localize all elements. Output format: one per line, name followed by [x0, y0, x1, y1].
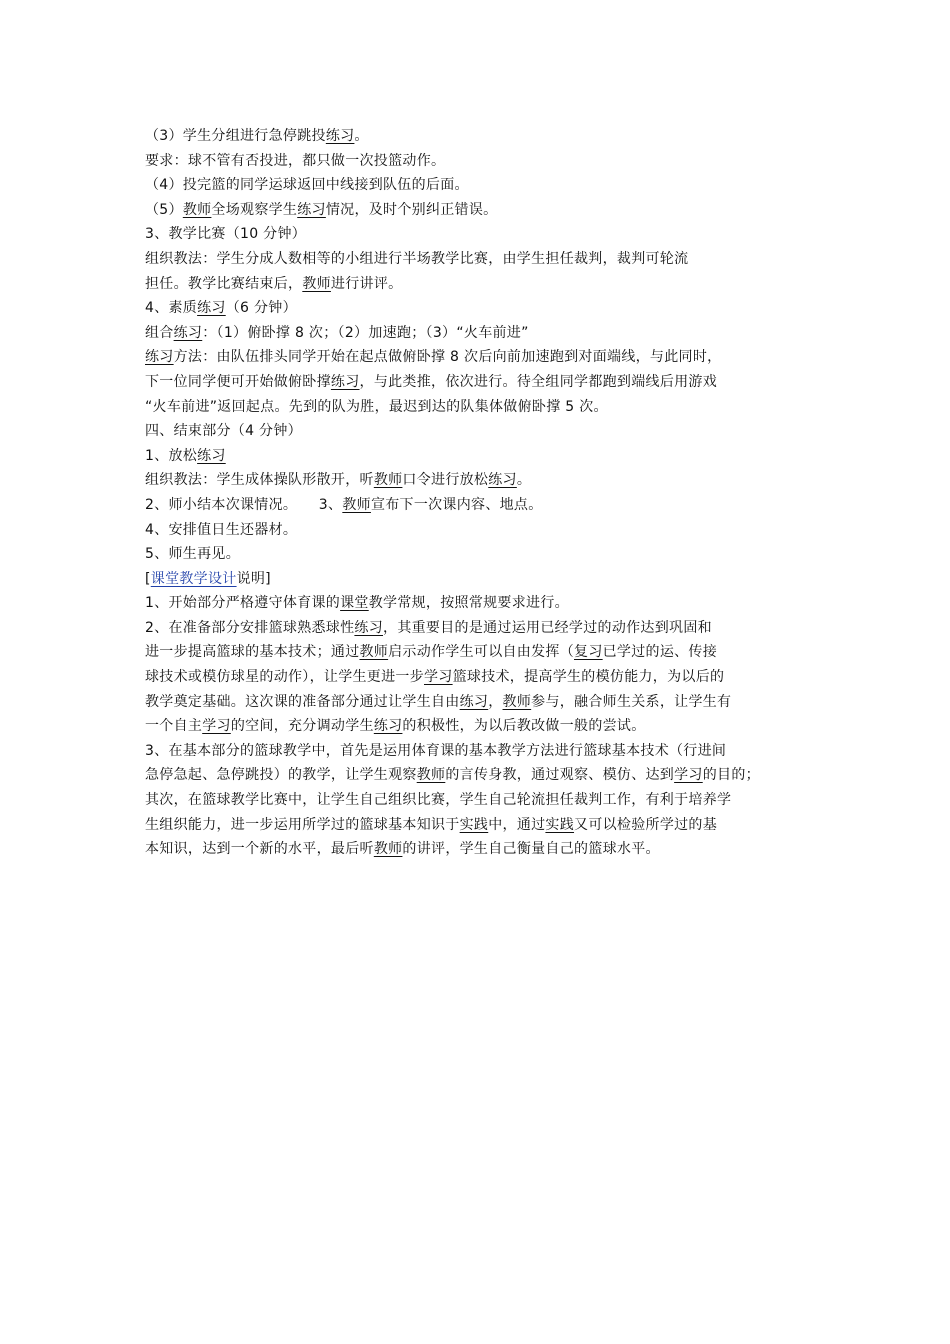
text-segment: 宣布下一次课内容、地点。 — [370, 496, 543, 513]
underlined-term: 学习 — [674, 767, 703, 784]
underlined-term: 教师 — [502, 693, 532, 710]
text-line — [145, 665, 825, 690]
text-line — [145, 640, 825, 665]
text-line — [145, 813, 825, 838]
underlined-term: 练习 — [297, 201, 326, 218]
text-line — [145, 321, 825, 346]
text-segment: 。 — [516, 472, 532, 489]
text-segment: 参与，融合师生关系，让学生有 — [531, 693, 732, 710]
text-segment: （4）投完篮的同学运球返回中线接到队伍的后面。 — [145, 177, 469, 194]
text-segment: 5、师生再见。 — [145, 546, 241, 563]
text-segment: 方法：由队伍排头同学开始在起点做俯卧撑 8 次后向前加速跑到对面端线，与此同时， — [173, 349, 722, 366]
underlined-term: 练习 — [488, 472, 517, 489]
text-segment: 急停急起、急停跳投）的教学，让学生观察 — [145, 767, 417, 784]
underlined-term: 练习 — [145, 349, 174, 366]
underlined-term: 实践 — [545, 816, 575, 833]
text-segment: 3、教学比赛（10 分钟） — [145, 226, 307, 243]
text-segment: 1、开始部分严格遵守体育课的 — [145, 595, 341, 612]
text-line — [145, 149, 825, 174]
text-segment: 组织教法：学生分成人数相等的小组进行半场教学比赛，由学生担任裁判，裁判可轮流 — [145, 250, 689, 267]
text-line — [145, 714, 825, 739]
text-line — [145, 222, 825, 247]
text-segment: 。 — [354, 128, 369, 144]
text-segment: 组合 — [145, 324, 174, 341]
text-line — [145, 542, 825, 567]
text-segment: 3、在基本部分的篮球教学中，首先是运用体育课的基本教学方法进行篮球基本技术（行进间 — [145, 742, 727, 759]
text-segment: 已学过的运、传接 — [602, 644, 718, 661]
text-line — [145, 419, 825, 444]
text-segment: 球技术或模仿球星的动作），让学生更进一步 — [145, 669, 424, 686]
text-segment: 生组织能力，进一步运用所学过的篮球基本知识于 — [145, 816, 460, 833]
text-line — [145, 567, 825, 592]
underlined-term: 练习 — [459, 693, 489, 710]
text-segment: 情况，及时个别纠正错误。 — [325, 201, 498, 218]
text-segment: 的言传身教，通过观察、模仿、达到 — [445, 767, 675, 784]
underlined-term: 教师 — [373, 472, 403, 489]
text-segment: 1、放松 — [145, 447, 198, 464]
text-line — [145, 493, 825, 518]
text-segment: 4、素质 — [145, 300, 198, 317]
underlined-term: 教师 — [359, 644, 389, 661]
underlined-term: 学习 — [202, 718, 231, 735]
text-line — [145, 616, 825, 641]
text-segment: 进一步提高篮球的基本技术；通过 — [145, 644, 360, 661]
underlined-term: 实践 — [459, 816, 489, 833]
underlined-term: 教师 — [342, 496, 371, 513]
text-line — [145, 173, 825, 198]
underlined-term: 练习 — [325, 128, 355, 144]
text-line — [145, 296, 825, 321]
text-segment: 组织教法：学生成体操队形散开，听 — [145, 472, 374, 489]
underlined-term: 教师 — [182, 201, 212, 218]
text-segment: “火车前进”返回起点。先到的队为胜，最迟到达的队集体做俯卧撑 5 次。 — [145, 398, 608, 415]
text-line — [145, 395, 825, 420]
text-segment: 一个自主 — [145, 718, 203, 735]
text-line — [145, 591, 825, 616]
text-segment: 全场观察学生 — [211, 201, 298, 218]
text-segment: 2、师小结本次课情况。 3、 — [145, 496, 343, 513]
text-segment: 的讲评，学生自己衡量自己的篮球水平。 — [402, 841, 660, 858]
text-line — [145, 198, 825, 223]
text-segment: 的积极性，为以后教改做一般的尝试。 — [402, 718, 646, 735]
underlined-term: 练习 — [197, 300, 226, 317]
text-segment: 教学奠定基础。这次课的准备部分通过让学生自由 — [145, 693, 460, 710]
text-segment: 其次，在篮球教学比赛中，让学生自己组织比赛，学生自己轮流担任裁判工作，有利于培养学 — [145, 792, 732, 809]
document-body — [145, 124, 825, 862]
text-segment: ，其重要目的是通过运用已经学过的动作达到巩固和 — [383, 619, 712, 636]
link-text[interactable]: 课堂教学设计 — [150, 570, 237, 587]
text-line — [145, 739, 825, 764]
underlined-term: 复习 — [574, 644, 603, 661]
underlined-term: 学习 — [424, 669, 453, 686]
text-line — [145, 124, 825, 149]
text-segment: 教学常规，按照常规要求进行。 — [368, 595, 569, 612]
text-line — [145, 345, 825, 370]
text-segment: （3）学生分组进行急停跳投 — [145, 128, 326, 144]
text-segment: ， — [488, 693, 503, 710]
text-segment: （6 分钟） — [225, 300, 297, 317]
text-segment: 的目的； — [702, 767, 760, 784]
underlined-term: 练习 — [173, 324, 203, 341]
text-segment: 启示动作学生可以自由发挥（ — [388, 644, 575, 661]
text-segment: 中，通过 — [488, 816, 546, 833]
text-segment: 担任。教学比赛结束后， — [145, 275, 303, 292]
underlined-term: 练习 — [354, 619, 384, 636]
underlined-term: 练习 — [330, 373, 360, 390]
underlined-term: 教师 — [373, 841, 403, 858]
text-line — [145, 444, 825, 469]
text-line — [145, 370, 825, 395]
text-line — [145, 272, 825, 297]
text-line — [145, 468, 825, 493]
text-line — [145, 247, 825, 272]
text-line — [145, 837, 825, 862]
text-segment: 要求：球不管有否投进，都只做一次投篮动作。 — [145, 152, 446, 169]
underlined-term: 教师 — [302, 275, 331, 292]
text-segment: 说明] — [236, 570, 271, 587]
text-segment: ，与此类推，依次进行。待全组同学都跑到端线后用游戏 — [359, 373, 718, 390]
underlined-term: 课堂 — [340, 595, 369, 612]
text-segment: 2、在准备部分安排篮球熟悉球性 — [145, 619, 355, 636]
text-segment: 的空间，充分调动学生 — [230, 718, 374, 735]
text-line — [145, 690, 825, 715]
text-segment: 进行讲评。 — [330, 275, 403, 292]
text-segment: 下一位同学便可开始做俯卧撑 — [145, 373, 331, 390]
text-segment: 4、安排值日生还器材。 — [145, 521, 298, 538]
text-line — [145, 763, 825, 788]
underlined-term: 练习 — [373, 718, 403, 735]
text-segment: [ — [145, 570, 151, 587]
text-segment: （5） — [145, 201, 183, 218]
text-segment: 四、结束部分（4 分钟） — [145, 423, 302, 440]
text-line — [145, 788, 825, 813]
underlined-term: 教师 — [416, 767, 446, 784]
text-segment: 本知识，达到一个新的水平，最后听 — [145, 841, 374, 858]
text-line — [145, 518, 825, 543]
text-segment: 口令进行放松 — [402, 472, 489, 489]
text-segment: ：（1）俯卧撑 8 次；（2）加速跑；（3）“火车前进” — [202, 324, 529, 341]
text-segment: 篮球技术，提高学生的模仿能力，为以后的 — [452, 669, 725, 686]
text-segment: 又可以检验所学过的基 — [574, 816, 718, 833]
underlined-term: 练习 — [197, 447, 226, 464]
